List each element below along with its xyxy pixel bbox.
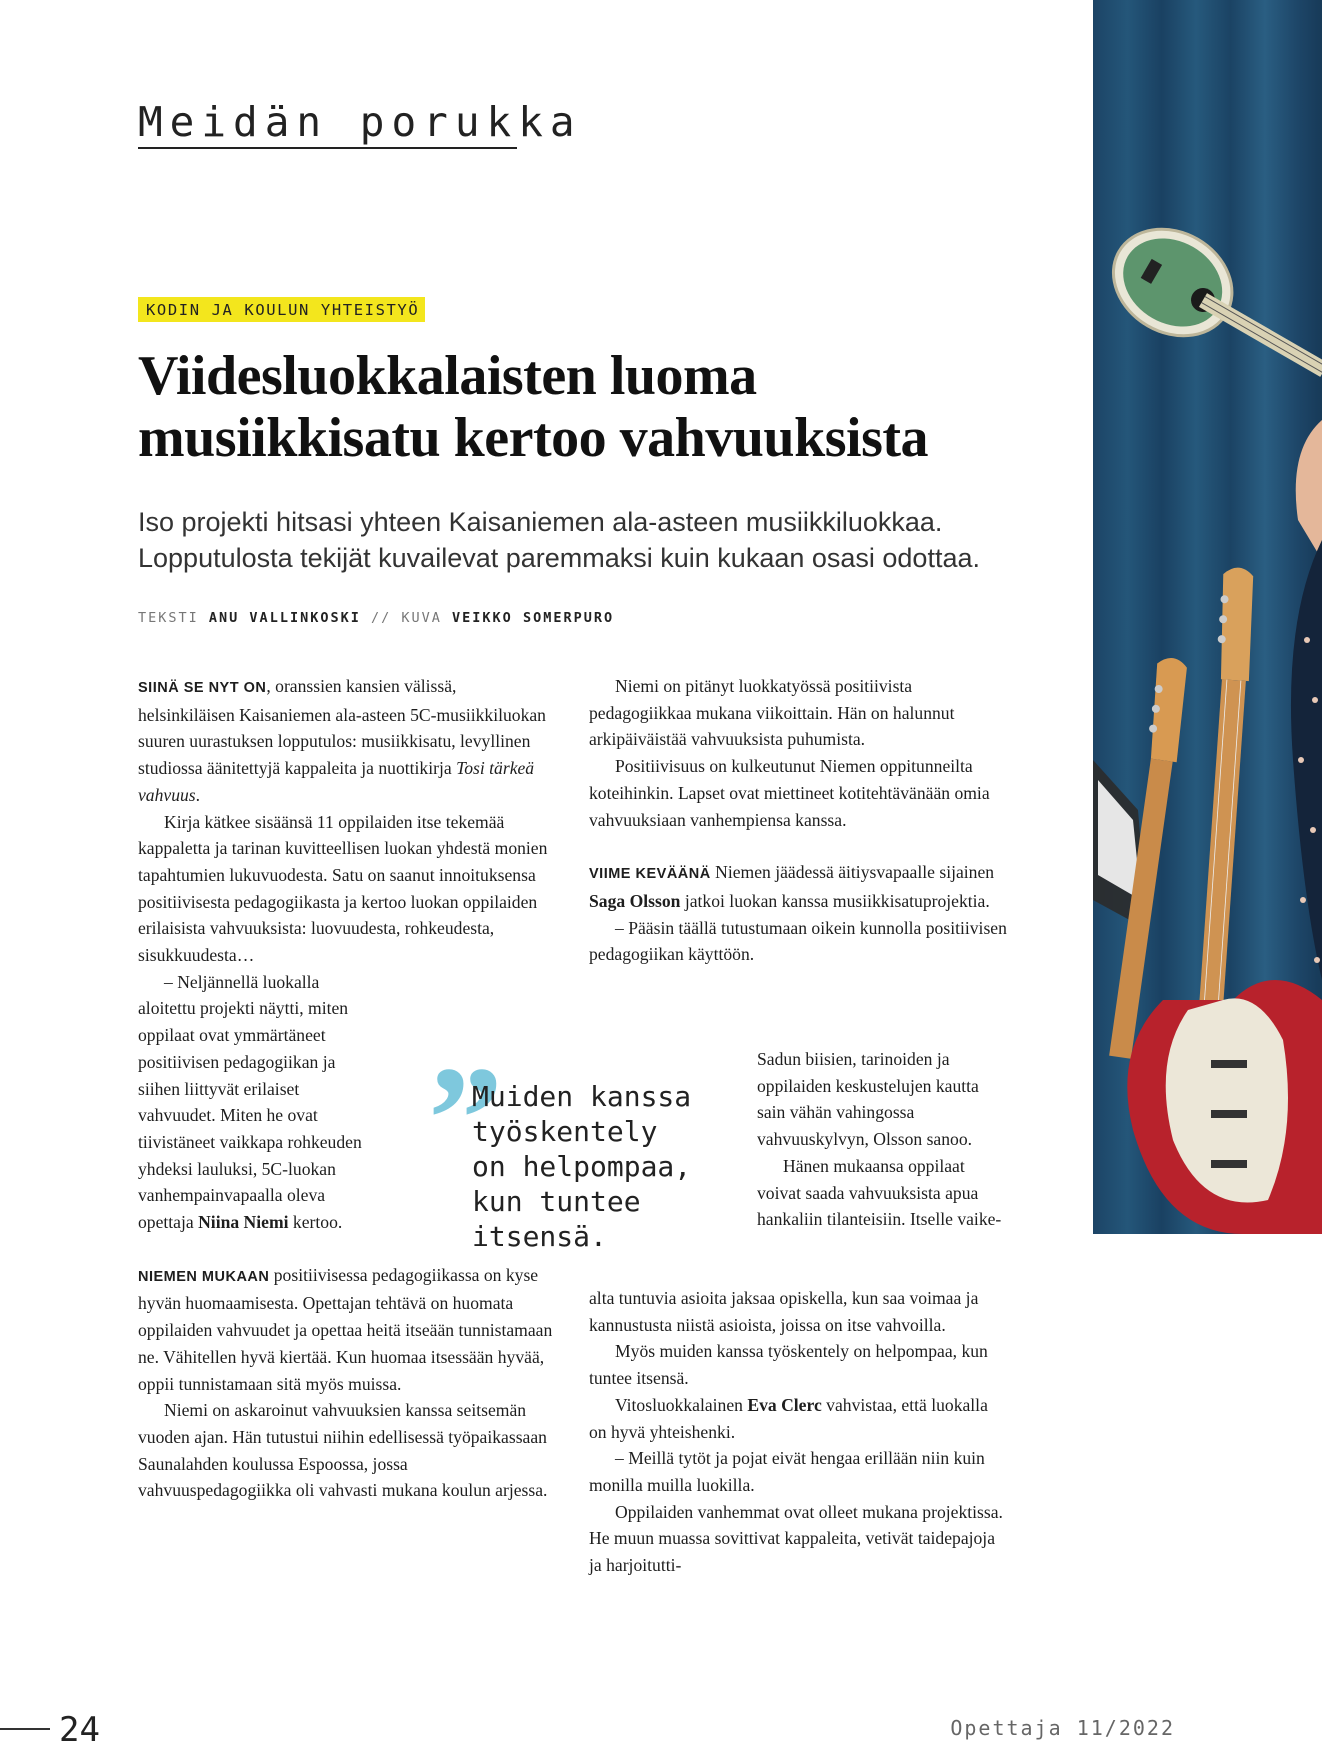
body-paragraph: Oppilaiden vanhemmat ovat olleet mukana projektissa. He muun muassa sovittivat kappaleita, vetivät taidepajoja ja harjoitutti- [589,1501,1003,1576]
paragraph-text: kertoo. [288,1212,343,1233]
paragraph-text: – Neljännellä luokalla aloitettu projekti näytti, miten oppilaat ovat ymmärtäneet positiivisen pedagogiikan ja siihen liittyvät erilaiset vahvuudet. Miten he ovat tiivistäneet vaikkapa rohkeuden yhdeksi lauluksi, 5C-luokan vanhempainvapaalla oleva opettaja [138,971,362,1233]
body-paragraph: Niemi on askaroinut vahvuuksien kanssa seitsemän vuoden ajan. Hän tutustui niihin edellisessä työpaikassaan Saunalahden koulussa Espoossa, jossa vahvuuspedagogiikka oli vahvasti mukana koulun arjessa. [138,1400,548,1501]
paragraph-lead-in: VIIME KEVÄÄNÄ [589,866,711,883]
paragraph-text: . [195,784,201,805]
body-column-right-top [589,673,1007,968]
paragraph-lead-in: NIEMEN MUKAAN [138,1268,270,1285]
paragraph-text: Vitosluokkalainen [615,1394,748,1415]
pull-quote: Muiden kanssa työskentely on helpompaa, kun tuntee itsensä. [472,1080,692,1253]
quote-mark-icon: ” [428,1036,503,1202]
body-paragraph [138,969,374,1236]
book-title: Tosi tärkeä vahvuus [138,758,535,805]
body-paragraph: Sadun biisien, tarinoiden ja oppilaiden keskustelujen kautta sain vähän vahingossa vahvuuskylvyn, Olsson sanoo. [757,1049,979,1150]
person-name: Niina Niemi [198,1212,289,1233]
byline-author: ANU VALLINKOSKI [208,610,361,626]
photo-guitars-ukulele [1093,0,1322,1234]
body-paragraph: – Pääsin täällä tutustumaan oikein kunnolla positiivisen pedagogiikan käyttöön. [589,917,1007,965]
person-name: Eva Clerc [747,1394,822,1415]
body-paragraph: Niemi on pitänyt luokkatyössä positiivista pedagogiikkaa mukana viikoittain. Hän on halunnut arkipäiväistää vahvuuksista puhumista. [589,676,955,750]
body-paragraph: Hänen mukaansa oppilaat voivat saada vahvuuksista apua hankaliin tilanteisiin. Itselle vaike- [757,1155,1002,1230]
byline-photographer: VEIKKO SOMERPURO [452,610,615,626]
body-paragraph [138,673,556,809]
paragraph-lead-in: SIINÄ SE NYT ON [138,680,267,696]
byline [138,610,614,626]
person-name: Saga Olsson [589,890,681,911]
folio-rule [0,1728,50,1730]
body-paragraph: Kirja kätkee sisäänsä 11 oppilaiden itse tekemää kappaletta ja tarinan kuvitteellisen luokan yhdestä monien tapahtumien lukuvuodesta. Satu on saanut innoituksensa positiivisesta pedagogiikasta ja kertoo luokan oppilaiden erilaisista vahvuuksista: luovuudesta, rohkeudesta, sisukkuudesta… [138,811,548,966]
paragraph-text: , oranssien kansien välissä, helsinkiläisen Kaisaniemen ala-asteen 5C-musiikkiluokan suuren uurastuksen lopputulos: musiikkisatu, levyllinen studiossa äänitettyjä kappaleita ja nuottikirja [138,676,546,779]
body-column-right-wrap [757,1046,1007,1233]
byline-text-label: TEKSTI [138,610,199,626]
body-paragraph [589,1392,1007,1445]
body-paragraph [138,1262,556,1398]
body-paragraph: – Meillä tytöt ja pojat eivät hengaa erillään niin kuin monilla muilla luokilla. [589,1448,985,1495]
headline: Viidesluokkalaisten luoma musiikkisatu kertoo vahvuuksista [138,345,929,469]
body-paragraph: alta tuntuvia asioita jaksaa opiskella, kun saa voimaa ja kannustusta niistä asioista, joissa on itse vahvoilla. [589,1288,979,1335]
section-title-underline [138,147,517,149]
body-paragraph: Myös muiden kanssa työskentely on helpompaa, kun tuntee itsensä. [589,1341,988,1389]
issue-label: Opettaja 11/2022 [950,1716,1175,1740]
body-column-right-bottom [589,1285,1007,1579]
article-photo [1093,0,1322,1234]
page-number: 24 [59,1710,100,1750]
body-paragraph [589,859,1007,914]
paragraph-text: jatkoi luokan kanssa musiikkisatuprojektia. [680,890,990,911]
byline-photo-label: KUVA [401,610,442,626]
ingress: Iso projekti hitsasi yhteen Kaisaniemen ala-asteen musiikkiluokkaa. Lopputulosta tekijät kuvailevat paremmaksi kuin kukaan osasi odottaa. [138,507,980,573]
body-paragraph: Positiivisuus on kulkeutunut Niemen oppitunneilta koteihinkin. Lapset ovat miettineet kotitehtävänään omia vahvuuksiaan vanhempiensa kanssa. [589,756,990,830]
section-title: Meidän porukka [138,98,582,146]
paragraph-text: Niemen jäädessä äitiysvapaalle sijainen [710,862,995,883]
paragraph-text: vahvistaa, että luokalla on hyvä yhteishenki. [589,1394,988,1442]
kicker-label: KODIN JA KOULUN YHTEISTYÖ [138,297,425,322]
byline-separator: // [370,610,392,626]
paragraph-text: positiivisessa pedagogiikassa on kyse hyvän huomaamisesta. Opettajan tehtävä on huomata oppilaiden vahvuudet ja opettaa heitä itseään tunnistamaan ne. Vähitellen hyvä kiertää. Kun huomaa itsessään hyvää, oppii tunnistamaan sitä myös muissa. [138,1264,553,1394]
